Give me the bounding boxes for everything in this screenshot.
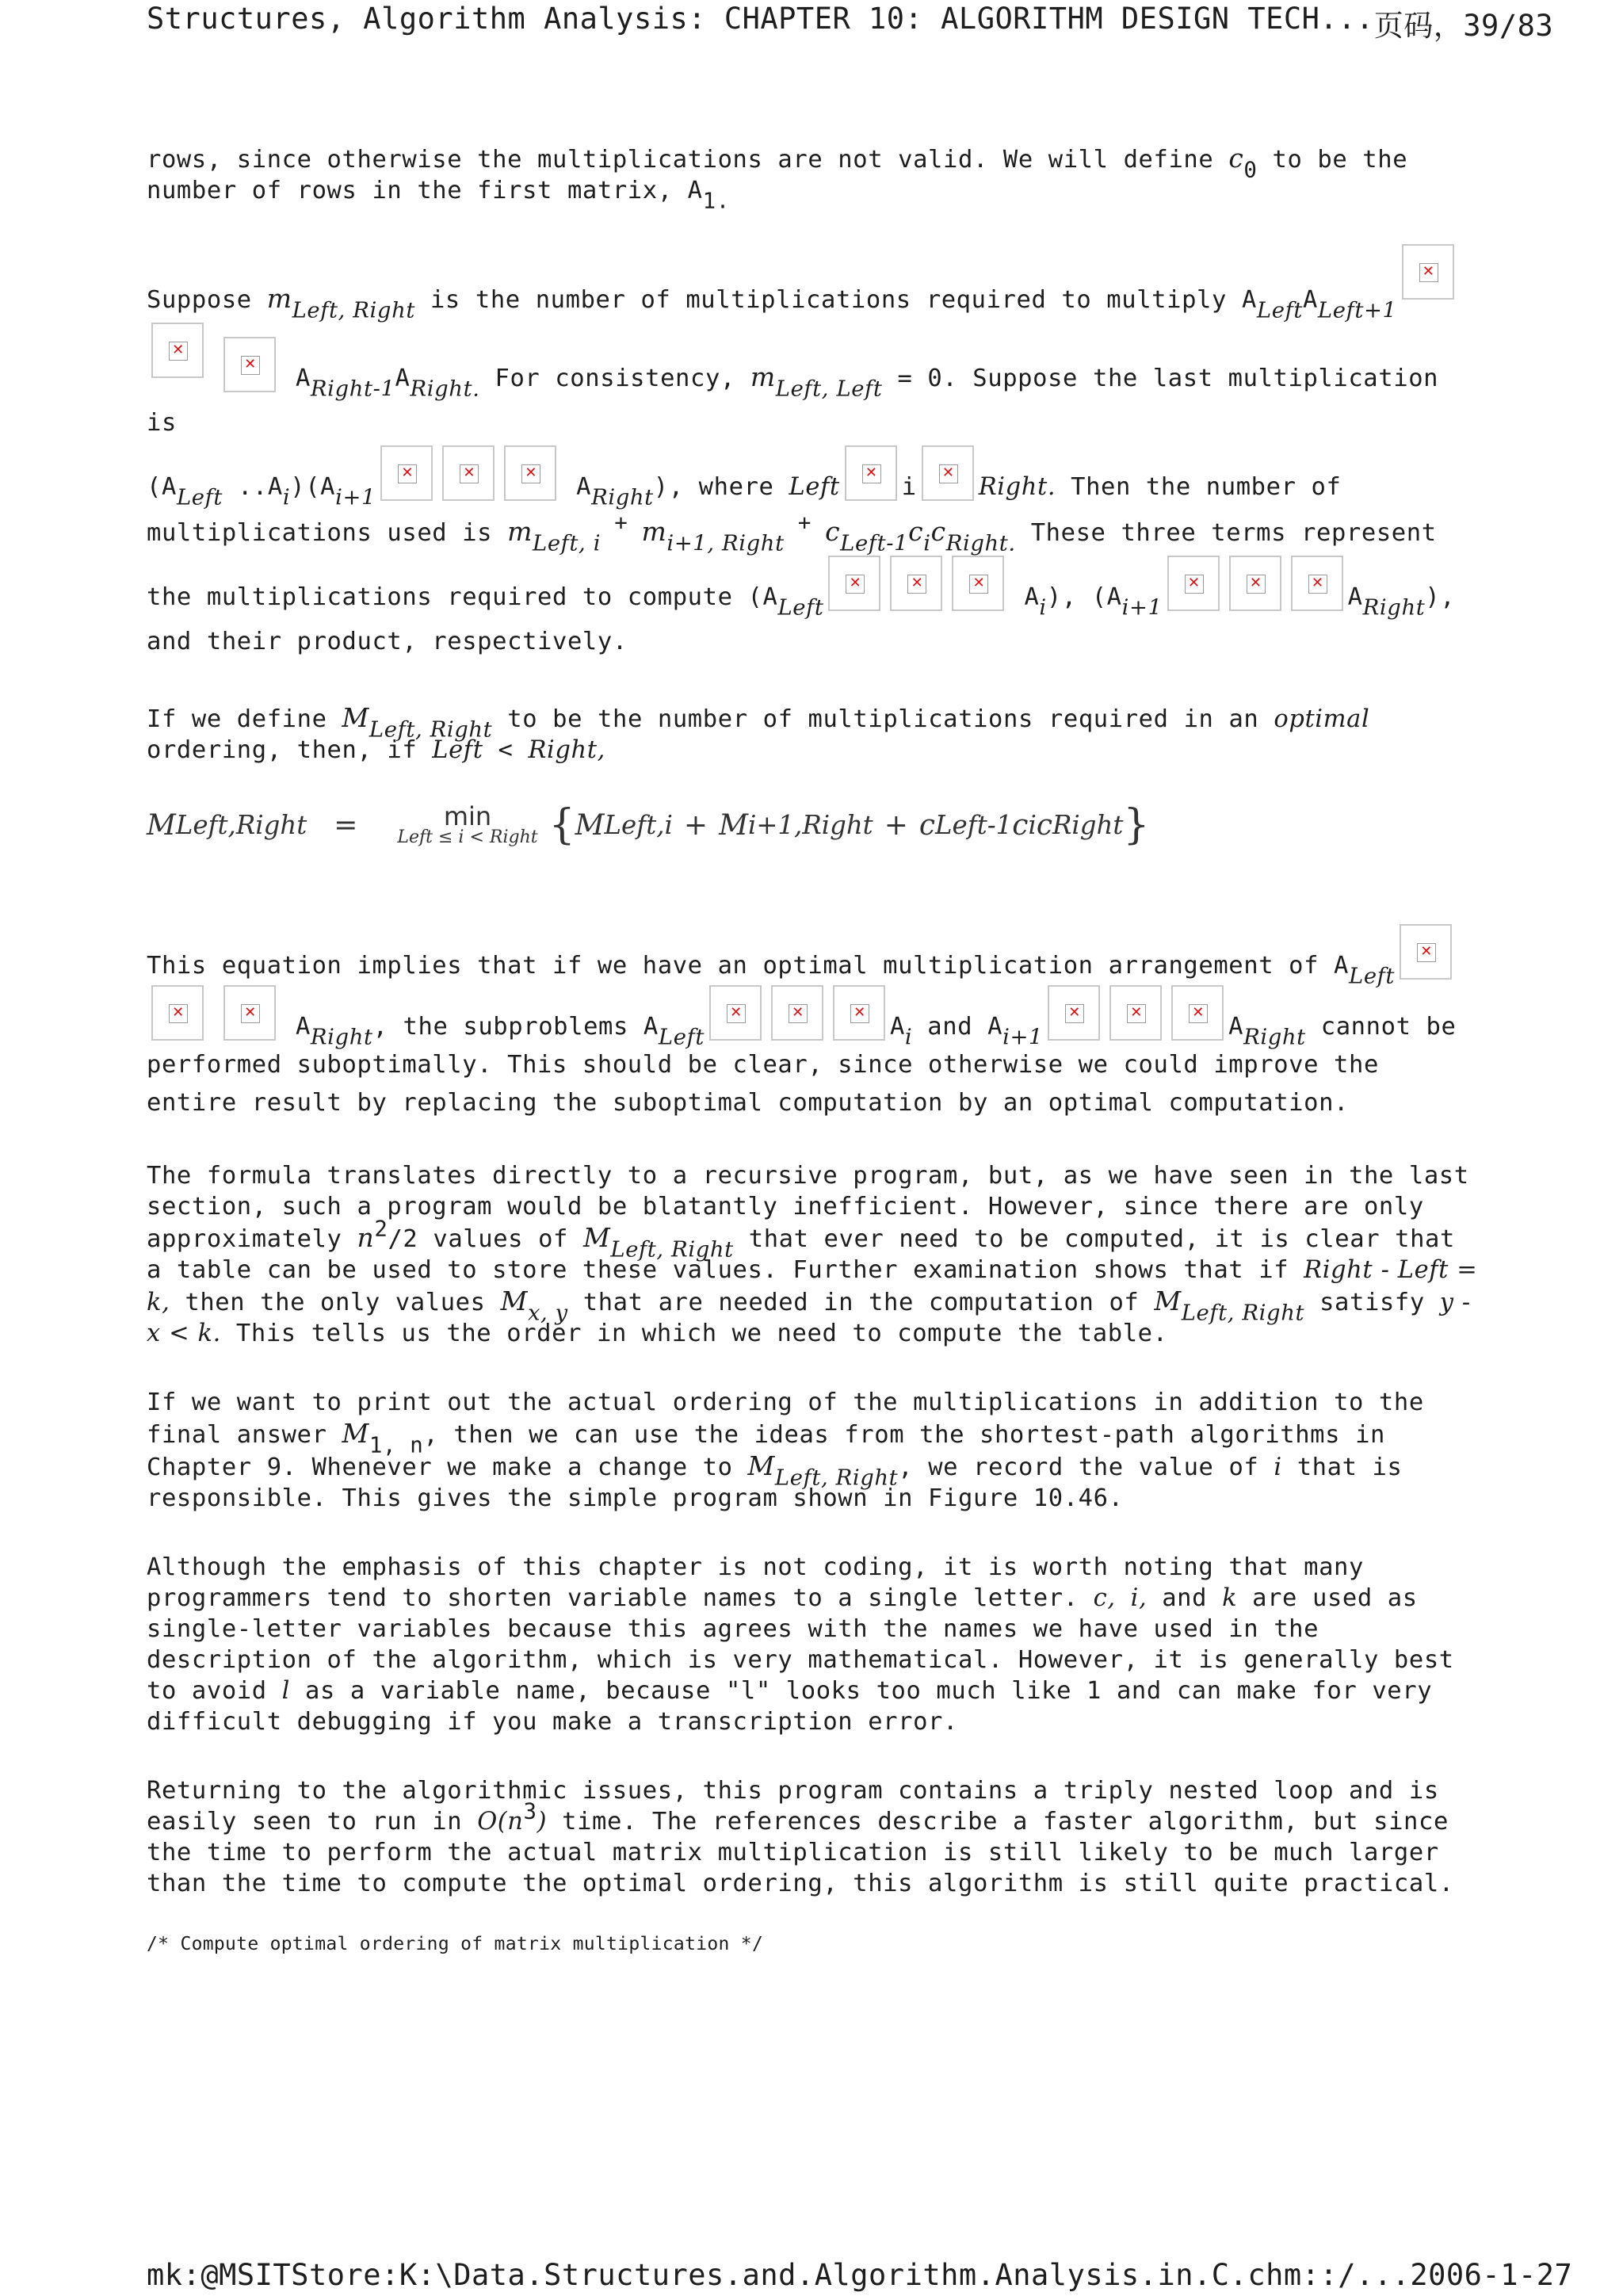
text: , we record the value of <box>898 1454 1274 1481</box>
text: = 0. Suppose the last multiplication is <box>147 365 1439 437</box>
text: to be the number of multiplications required in an <box>492 705 1274 733</box>
eq-term: c <box>1012 808 1029 842</box>
close-brace: } <box>1123 800 1150 849</box>
math-var: Right, <box>528 736 605 764</box>
subscript: Left <box>777 595 824 621</box>
code-comment: /* Compute optimal ordering of matrix multiplication */ <box>147 1934 764 1954</box>
math-var: c <box>1228 143 1244 174</box>
text: time. The references describe a faster algorithm, but since the time to perform the actual matrix multiplication is still likely to be much larger than the time to compute the optimal ordering, this algorithm is still quite practical. <box>147 1808 1454 1897</box>
min-label: min <box>443 801 492 831</box>
text: + <box>784 510 826 536</box>
math-var: c, <box>1093 1584 1116 1612</box>
open-brace: { <box>548 800 575 849</box>
text: is the number of multiplications required to multiply A <box>415 286 1257 314</box>
text: A <box>1009 583 1040 611</box>
text: Suppose <box>147 286 267 314</box>
broken-image-icon <box>828 556 880 611</box>
subscript: i <box>1039 595 1047 621</box>
text: A <box>295 365 311 392</box>
subscript: 1. <box>702 189 730 214</box>
paragraph-5 <box>147 1160 1478 1349</box>
emphasis: optimal <box>1274 705 1370 733</box>
text: If we define <box>147 705 342 733</box>
text: The formula translates directly to a recursive program, but, as we have seen in the last section, such a program would be blatantly inefficient. However, since there are only approximately <box>147 1162 1469 1253</box>
page-number: 页码，39/83 <box>1373 9 1554 43</box>
subscript: Left-1 <box>840 531 909 556</box>
broken-image-icon <box>1229 556 1281 611</box>
text: A <box>1302 286 1318 314</box>
subscript: i <box>923 531 931 556</box>
math-var: M <box>747 1450 775 1481</box>
paragraph-3 <box>147 702 1478 766</box>
math-expr: ) <box>537 1808 548 1836</box>
broken-image-icon <box>1109 985 1162 1041</box>
subscript: i+1 <box>1002 1025 1044 1050</box>
paragraph-8 <box>147 1775 1478 1899</box>
broken-image-icon <box>1291 556 1343 611</box>
broken-image-icon <box>833 985 885 1041</box>
text: These three terms represent the multiplications required to compute (A <box>147 519 1437 611</box>
math-var: i, <box>1130 1584 1148 1612</box>
eq-term: M <box>719 808 748 842</box>
footer-date: 2006-1-27 <box>1410 2258 1573 2292</box>
broken-image-icon <box>223 337 276 392</box>
text: A <box>395 365 411 392</box>
text: ordering, then, if <box>147 736 433 764</box>
subscript: i <box>904 1025 913 1050</box>
subscript: Left <box>1256 298 1303 323</box>
subscript: Left, Right <box>369 717 493 743</box>
subscript: Left, i <box>533 531 601 556</box>
subscript: Left, Right <box>610 1237 734 1263</box>
math-expr: Right - Left = k, <box>147 1256 1478 1316</box>
broken-image-icon <box>504 445 556 501</box>
text: i <box>901 473 917 501</box>
broken-image-icon <box>771 985 823 1041</box>
paragraph-7 <box>147 1552 1478 1737</box>
subscript: Left <box>1349 964 1396 989</box>
paragraph-1 <box>147 143 1478 214</box>
broken-image-icon <box>1402 244 1454 300</box>
text: A <box>1347 583 1363 611</box>
subscript: Right. <box>410 376 480 402</box>
plus-sign: + <box>683 808 708 842</box>
math-var: l <box>281 1677 291 1705</box>
eq-lhs: M <box>147 808 176 842</box>
math-var: m <box>507 516 533 547</box>
subscript: Left <box>176 485 223 510</box>
text: to be the number of rows in the first matrix, A <box>147 146 1408 204</box>
math-var: k <box>1222 1584 1238 1612</box>
superscript: 2 <box>374 1217 388 1242</box>
math-var: M <box>342 702 369 733</box>
text: satisfy <box>1304 1289 1440 1316</box>
math-var: m <box>750 361 776 392</box>
min-operator <box>397 801 538 847</box>
math-var: c <box>825 516 841 547</box>
text: that ever need to be computed, it is clear that a table can be used to store these values. Further examination shows that if <box>147 1225 1455 1284</box>
subscript: i <box>282 485 291 510</box>
broken-image-icon <box>922 445 974 501</box>
text: as a variable name, because "l" looks too much like 1 and can make for very difficult debugging if you make a transcription error. <box>147 1677 1433 1736</box>
math-var: c <box>930 516 946 547</box>
text: (A <box>147 473 177 501</box>
subscript: Right. <box>945 531 1016 556</box>
eq-term: c <box>1036 808 1052 842</box>
text: rows, since otherwise the multiplications are not valid. We will define <box>147 146 1229 174</box>
text: ..A <box>222 473 283 501</box>
math-var: M <box>342 1418 369 1449</box>
text: /2 values of <box>388 1225 583 1253</box>
text: Then the number of multiplications used is <box>147 473 1342 547</box>
text: then the only values <box>170 1289 501 1316</box>
subscript: Left, Right <box>774 1465 899 1491</box>
text: Although the emphasis of this chapter is not coding, it is worth noting that many programmers tend to shorten variable names to a single letter. <box>147 1553 1364 1612</box>
broken-image-icon <box>1171 985 1224 1041</box>
text: Returning to the algorithmic issues, this program contains a triply nested loop and is easily seen to run in <box>147 1777 1439 1836</box>
text: A <box>561 473 592 501</box>
broken-image-icon <box>890 556 942 611</box>
paragraph-2 <box>147 244 1478 664</box>
math-var: M <box>582 1222 611 1253</box>
text: are used as single-letter variables because this agrees with the names we have used in the description of the algorithm, which is very mathematical. However, it is generally best to avoid <box>147 1584 1454 1705</box>
eq-term: M <box>575 808 605 842</box>
text: If we want to print out the actual ordering of the multiplications in addition to the final answer <box>147 1389 1424 1449</box>
text: ), (A <box>1046 583 1122 611</box>
broken-image-icon <box>1400 924 1452 980</box>
paragraph-6 <box>147 1387 1478 1514</box>
math-expr: y - x < k. <box>147 1289 1471 1347</box>
page-header <box>147 2 1554 44</box>
recurrence-equation: M Left,Right = min Left ≤ i < Right { M Left,i + M i+1,Right + c Left-1 c i c Right } <box>147 800 1150 849</box>
math-var: Left <box>789 473 840 501</box>
subscript: Left+1 <box>1317 298 1397 323</box>
eq-term: c <box>918 808 936 842</box>
math-var: i <box>1274 1454 1282 1481</box>
text: < <box>483 736 529 764</box>
document-title: Structures, Algorithm Analysis: CHAPTER 10: ALGORITHM DESIGN TECH... <box>147 2 1374 36</box>
subscript: i+1 <box>1121 595 1163 621</box>
subscript: 1, n <box>369 1433 424 1458</box>
subscript: Left, Right <box>292 298 415 323</box>
subscript: Right <box>310 1025 373 1050</box>
text: A <box>889 1013 905 1041</box>
text: ), and their product, respectively. <box>147 583 1456 655</box>
subscript: Right-1 <box>310 376 395 402</box>
text: and A <box>912 1013 1003 1041</box>
subscript: i+1, Right <box>666 531 785 556</box>
math-var: Right. <box>978 473 1056 501</box>
math-var: n <box>357 1222 375 1253</box>
text: , the subproblems A <box>372 1013 659 1041</box>
text: This tells us the order in which we need to compute the table. <box>220 1320 1168 1347</box>
broken-image-icon <box>845 445 897 501</box>
math-var: m <box>641 516 667 547</box>
text: + <box>601 510 642 536</box>
text: that is responsible. This gives the simple program shown in Figure 10.46. <box>147 1454 1403 1512</box>
broken-image-icon <box>380 445 433 501</box>
text: ), where <box>653 473 789 501</box>
document-body <box>147 143 1478 1960</box>
math-expr: O(n <box>477 1808 524 1836</box>
text: A <box>295 1013 311 1041</box>
subscript: Left, Right <box>1181 1301 1305 1326</box>
subscript: Right <box>1362 595 1426 621</box>
broken-image-icon <box>1048 985 1100 1041</box>
broken-image-icon <box>709 985 762 1041</box>
text: and <box>1147 1584 1223 1612</box>
text: )(A <box>290 473 336 501</box>
superscript: 3 <box>523 1799 537 1824</box>
broken-image-icon <box>223 985 276 1041</box>
subscript: Left <box>658 1025 705 1050</box>
text: cannot be performed suboptimally. This should be clear, since otherwise we could improve the entire result by replacing the suboptimal computation by an optimal computation. <box>147 1013 1457 1117</box>
subscript: 0 <box>1243 158 1258 183</box>
broken-image-icon <box>151 323 204 378</box>
text: For consistency, <box>479 365 750 392</box>
min-condition: Left ≤ i < Right <box>397 827 538 847</box>
math-var: c <box>908 516 924 547</box>
paragraph-4 <box>147 924 1478 1122</box>
subscript: Left, Left <box>775 376 883 402</box>
broken-image-icon <box>1167 556 1220 611</box>
text: This equation implies that if we have an optimal multiplication arrangement of A <box>147 952 1350 980</box>
text: that are needed in the computation of <box>567 1289 1155 1316</box>
text: , then we can use the ideas from the shortest-path algorithms in Chapter 9. Whenever we make a change to <box>147 1421 1385 1481</box>
math-var: Left <box>432 736 483 764</box>
subscript: i+1 <box>335 485 376 510</box>
subscript: Right <box>591 485 654 510</box>
page-footer <box>147 2258 1573 2292</box>
math-var: m <box>266 283 292 314</box>
math-var: M <box>500 1286 528 1316</box>
eq-sign: = <box>334 808 358 842</box>
subscript: Right <box>1243 1025 1306 1050</box>
source-path: mk:@MSITStore:K:\Data.Structures.and.Algorithm.Analysis.in.C.chm::/... <box>147 2258 1411 2292</box>
plus-sign: + <box>884 808 908 842</box>
math-var: M <box>1154 1286 1182 1316</box>
broken-image-icon <box>151 985 204 1041</box>
text: A <box>1228 1013 1244 1041</box>
broken-image-icon <box>442 445 495 501</box>
subscript: x, y <box>527 1301 568 1326</box>
broken-image-icon <box>952 556 1004 611</box>
